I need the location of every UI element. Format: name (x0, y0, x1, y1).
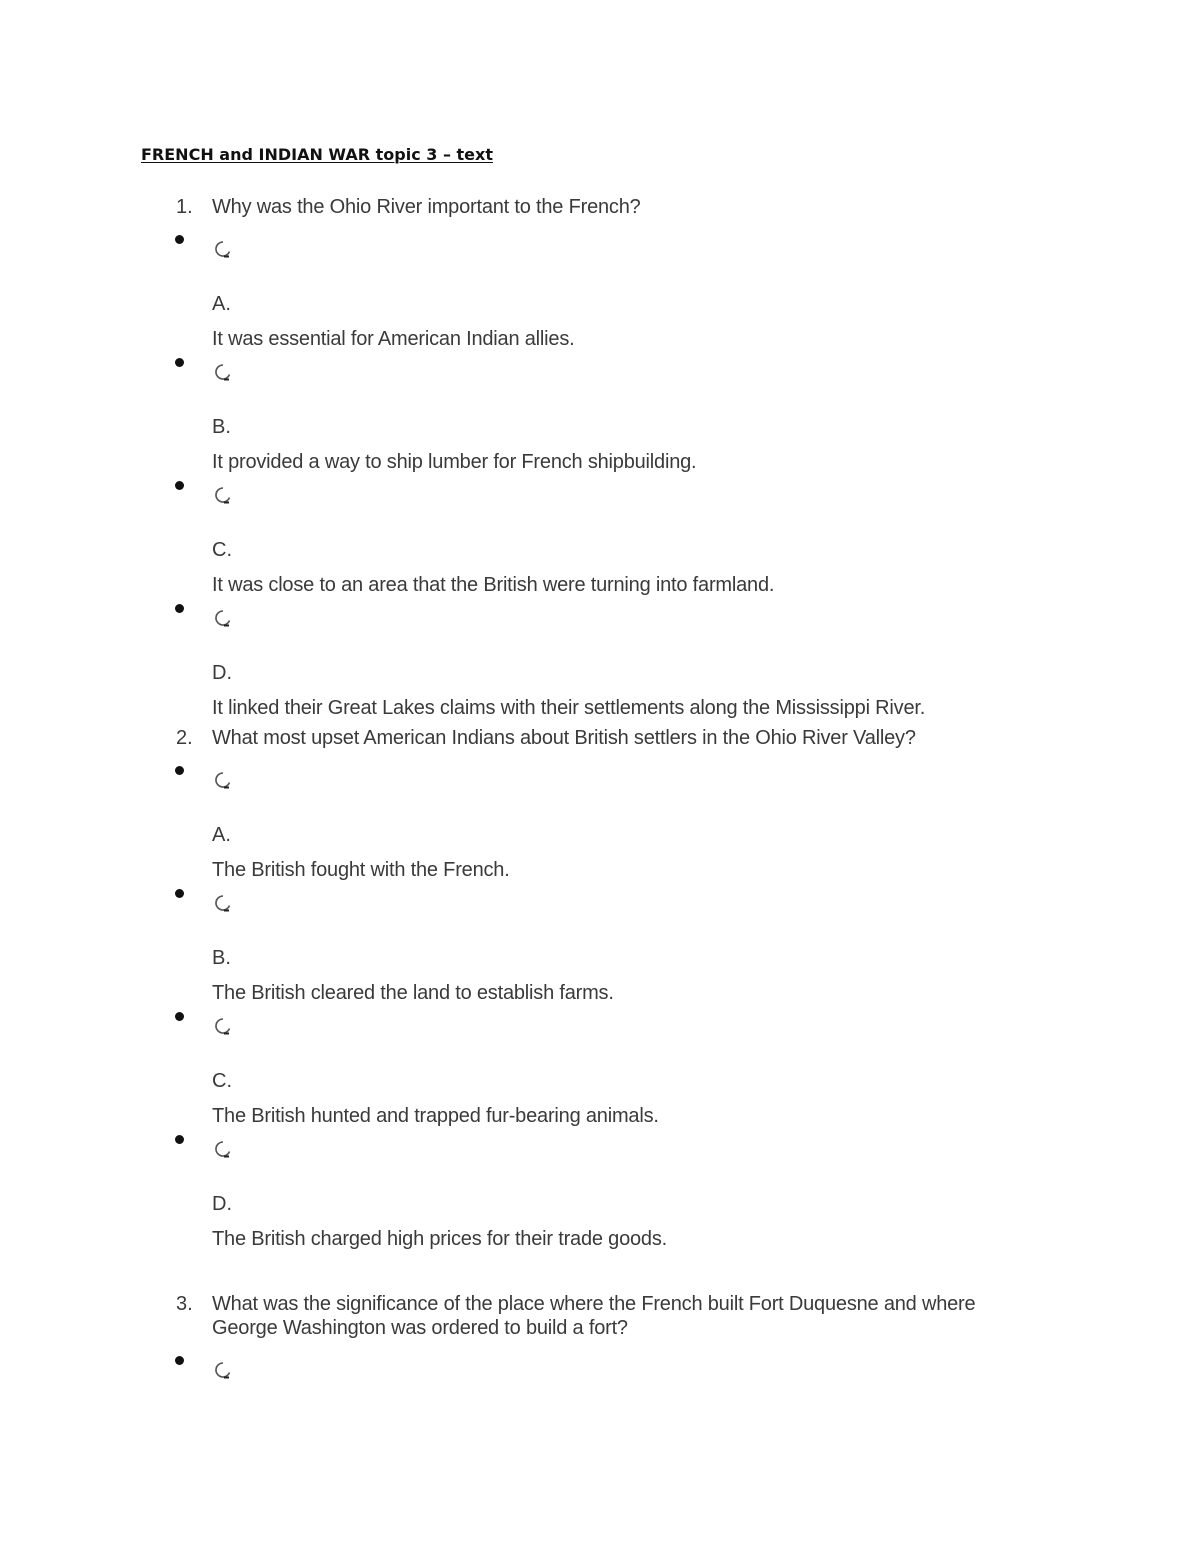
option-text: It linked their Great Lakes claims with their settlements along the Mississippi River. (212, 697, 926, 719)
bullet-icon (175, 766, 184, 775)
bullet-icon (175, 481, 184, 490)
radio-button[interactable] (214, 363, 232, 381)
radio-button[interactable] (214, 240, 232, 258)
question-text: Why was the Ohio River important to the French? (212, 196, 641, 218)
option-text: The British fought with the French. (212, 859, 510, 881)
option-letter: C. (212, 1070, 232, 1092)
radio-button[interactable] (214, 609, 232, 627)
option-text: The British charged high prices for their trade goods. (212, 1228, 668, 1250)
option-letter: C. (212, 539, 232, 561)
bullet-icon (175, 1356, 184, 1365)
question-text: What most upset American Indians about British settlers in the Ohio River Valley? (212, 727, 916, 749)
radio-button[interactable] (214, 1361, 232, 1379)
bullet-icon (175, 889, 184, 898)
option-letter: A. (212, 293, 231, 315)
question-number: 1. (176, 196, 193, 218)
bullet-icon (175, 358, 184, 367)
option-text: It was essential for American Indian allies. (212, 328, 575, 350)
option-letter: D. (212, 662, 232, 684)
question-number: 2. (176, 727, 193, 749)
bullet-icon (175, 604, 184, 613)
document-title: FRENCH and INDIAN WAR topic 3 – text (141, 145, 493, 164)
option-text: It provided a way to ship lumber for French shipbuilding. (212, 451, 697, 473)
option-text: It was close to an area that the British were turning into farmland. (212, 574, 775, 596)
radio-button[interactable] (214, 1140, 232, 1158)
question-text-line-1: What was the significance of the place where the French built Fort Duquesne and where (212, 1293, 976, 1315)
question-text-line-2: George Washington was ordered to build a fort? (212, 1317, 628, 1339)
radio-button[interactable] (214, 486, 232, 504)
bullet-icon (175, 235, 184, 244)
option-letter: B. (212, 416, 231, 438)
option-text: The British hunted and trapped fur-bearing animals. (212, 1105, 659, 1127)
radio-button[interactable] (214, 771, 232, 789)
radio-button[interactable] (214, 894, 232, 912)
option-letter: B. (212, 947, 231, 969)
option-text: The British cleared the land to establish farms. (212, 982, 614, 1004)
radio-button[interactable] (214, 1017, 232, 1035)
bullet-icon (175, 1135, 184, 1144)
question-number: 3. (176, 1293, 193, 1315)
option-letter: D. (212, 1193, 232, 1215)
bullet-icon (175, 1012, 184, 1021)
option-letter: A. (212, 824, 231, 846)
